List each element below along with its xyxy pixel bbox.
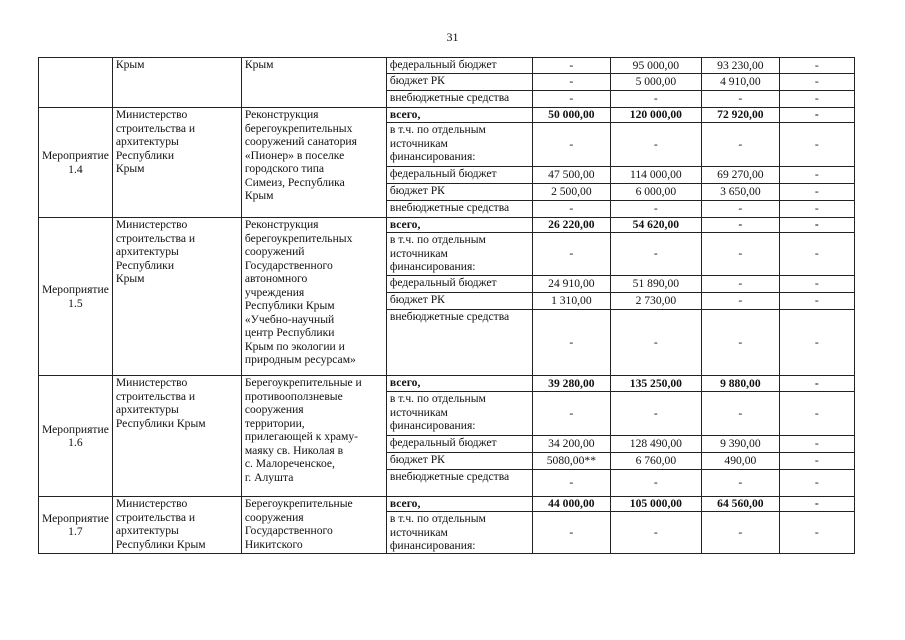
funding-source: внебюджетные средства [386, 201, 532, 218]
amount-cell-2: 95 000,00 [610, 58, 701, 74]
amount-cell-1: 5080,00** [532, 453, 610, 470]
amount-cell-3: 4 910,00 [701, 74, 779, 91]
table-row [39, 58, 855, 74]
funding-source: внебюджетные средства [386, 470, 532, 497]
amount-cell-1: - [532, 512, 610, 554]
amount-cell-3: 72 920,00 [701, 108, 779, 123]
description-cell: Реконструкция берегоукрепительных сооружений Государственного автономного учреждения Республики Крым «Учебно-научный центр Республики Крым по экологии и природным ресурсам» [241, 218, 386, 376]
amount-cell-2: 2 730,00 [610, 293, 701, 310]
amount-cell-4: - [779, 293, 854, 310]
executor-cell: Министерство строительства и архитектуры Республики Крым [112, 497, 241, 554]
funding-source: бюджет РК [386, 453, 532, 470]
amount-cell-2: 6 000,00 [610, 184, 701, 201]
amount-cell-2: - [610, 233, 701, 276]
amount-cell-4: - [779, 470, 854, 497]
funding-source: всего, [386, 108, 532, 123]
amount-cell-1: - [532, 91, 610, 108]
amount-cell-4: - [779, 58, 854, 74]
amount-cell-3: - [701, 392, 779, 436]
amount-cell-1: - [532, 233, 610, 276]
table-row [39, 376, 855, 392]
measure-number: Мероприятие 1.6 [39, 376, 113, 497]
amount-cell-3: - [701, 218, 779, 233]
amount-cell-4: - [779, 233, 854, 276]
page-number: 31 [446, 30, 459, 44]
amount-cell-1: 1 310,00 [532, 293, 610, 310]
amount-cell-1: 47 500,00 [532, 167, 610, 184]
funding-source: бюджет РК [386, 293, 532, 310]
amount-cell-3: - [701, 512, 779, 554]
description-cell: Берегоукрепительные и противооползневые сооружения территории, прилегающей к храму- маяку св. Николая в с. Малореченское, г. Алушта [241, 376, 386, 497]
table-row [39, 497, 855, 512]
funding-source: всего, [386, 218, 532, 233]
amount-cell-2: - [610, 123, 701, 167]
amount-cell-4: - [779, 497, 854, 512]
description-cell: Реконструкция берегоукрепительных сооружений санатория «Пионер» в поселке городского типа Симеиз, Республика Крым [241, 108, 386, 218]
amount-cell-3: 64 560,00 [701, 497, 779, 512]
amount-cell-3: 69 270,00 [701, 167, 779, 184]
amount-cell-2: 128 490,00 [610, 436, 701, 453]
funding-source: всего, [386, 376, 532, 392]
amount-cell-1: 2 500,00 [532, 184, 610, 201]
table-row [39, 218, 855, 233]
amount-cell-2: 135 250,00 [610, 376, 701, 392]
executor-cell: Министерство строительства и архитектуры Республики Крым [112, 218, 241, 376]
amount-cell-3: - [701, 293, 779, 310]
executor-cell: Крым [112, 58, 241, 108]
funding-source: федеральный бюджет [386, 436, 532, 453]
measure-number: Мероприятие 1.7 [39, 497, 113, 554]
funding-source: федеральный бюджет [386, 276, 532, 293]
amount-cell-3: - [701, 123, 779, 167]
amount-cell-3: - [701, 201, 779, 218]
amount-cell-2: 6 760,00 [610, 453, 701, 470]
funding-source: в т.ч. по отдельным источникам финансирования: [386, 512, 532, 554]
table-row [39, 108, 855, 123]
amount-cell-2: - [610, 392, 701, 436]
amount-cell-1: - [532, 201, 610, 218]
amount-cell-3: - [701, 310, 779, 376]
amount-cell-1: - [532, 470, 610, 497]
funding-source: федеральный бюджет [386, 58, 532, 74]
funding-source: внебюджетные средства [386, 91, 532, 108]
amount-cell-3: 490,00 [701, 453, 779, 470]
amount-cell-3: - [701, 233, 779, 276]
amount-cell-3: 93 230,00 [701, 58, 779, 74]
funding-source: бюджет РК [386, 74, 532, 91]
amount-cell-1: 50 000,00 [532, 108, 610, 123]
amount-cell-4: - [779, 392, 854, 436]
amount-cell-2: 114 000,00 [610, 167, 701, 184]
amount-cell-1: - [532, 74, 610, 91]
amount-cell-1: - [532, 58, 610, 74]
funding-source: федеральный бюджет [386, 167, 532, 184]
amount-cell-1: 39 280,00 [532, 376, 610, 392]
amount-cell-2: - [610, 512, 701, 554]
funding-source: внебюджетные средства [386, 310, 532, 376]
amount-cell-4: - [779, 201, 854, 218]
measure-number [39, 58, 113, 108]
amount-cell-4: - [779, 108, 854, 123]
funding-source: бюджет РК [386, 184, 532, 201]
amount-cell-2: - [610, 470, 701, 497]
amount-cell-3: 9 390,00 [701, 436, 779, 453]
funding-source: в т.ч. по отдельным источникам финансирования: [386, 392, 532, 436]
amount-cell-1: 44 000,00 [532, 497, 610, 512]
amount-cell-2: - [610, 201, 701, 218]
executor-cell: Министерство строительства и архитектуры Республики Крым [112, 376, 241, 497]
amount-cell-2: 51 890,00 [610, 276, 701, 293]
amount-cell-4: - [779, 376, 854, 392]
funding-table [38, 57, 855, 554]
amount-cell-3: - [701, 470, 779, 497]
funding-source: в т.ч. по отдельным источникам финансирования: [386, 123, 532, 167]
amount-cell-1: 26 220,00 [532, 218, 610, 233]
amount-cell-4: - [779, 436, 854, 453]
amount-cell-2: 105 000,00 [610, 497, 701, 512]
amount-cell-1: 34 200,00 [532, 436, 610, 453]
amount-cell-4: - [779, 74, 854, 91]
amount-cell-3: 9 880,00 [701, 376, 779, 392]
amount-cell-3: - [701, 91, 779, 108]
amount-cell-4: - [779, 310, 854, 376]
amount-cell-2: - [610, 310, 701, 376]
amount-cell-1: - [532, 310, 610, 376]
amount-cell-4: - [779, 512, 854, 554]
amount-cell-3: 3 650,00 [701, 184, 779, 201]
amount-cell-1: 24 910,00 [532, 276, 610, 293]
amount-cell-4: - [779, 123, 854, 167]
amount-cell-3: - [701, 276, 779, 293]
description-cell: Берегоукрепительные сооружения Государственного Никитского [241, 497, 386, 554]
amount-cell-1: - [532, 123, 610, 167]
amount-cell-1: - [532, 392, 610, 436]
amount-cell-4: - [779, 276, 854, 293]
amount-cell-2: 54 620,00 [610, 218, 701, 233]
amount-cell-4: - [779, 91, 854, 108]
funding-source: всего, [386, 497, 532, 512]
amount-cell-4: - [779, 218, 854, 233]
measure-number: Мероприятие 1.4 [39, 108, 113, 218]
amount-cell-4: - [779, 184, 854, 201]
amount-cell-2: 120 000,00 [610, 108, 701, 123]
executor-cell: Министерство строительства и архитектуры Республики Крым [112, 108, 241, 218]
description-cell: Крым [241, 58, 386, 108]
amount-cell-2: 5 000,00 [610, 74, 701, 91]
amount-cell-4: - [779, 453, 854, 470]
amount-cell-2: - [610, 91, 701, 108]
funding-source: в т.ч. по отдельным источникам финансирования: [386, 233, 532, 276]
amount-cell-4: - [779, 167, 854, 184]
measure-number: Мероприятие 1.5 [39, 218, 113, 376]
